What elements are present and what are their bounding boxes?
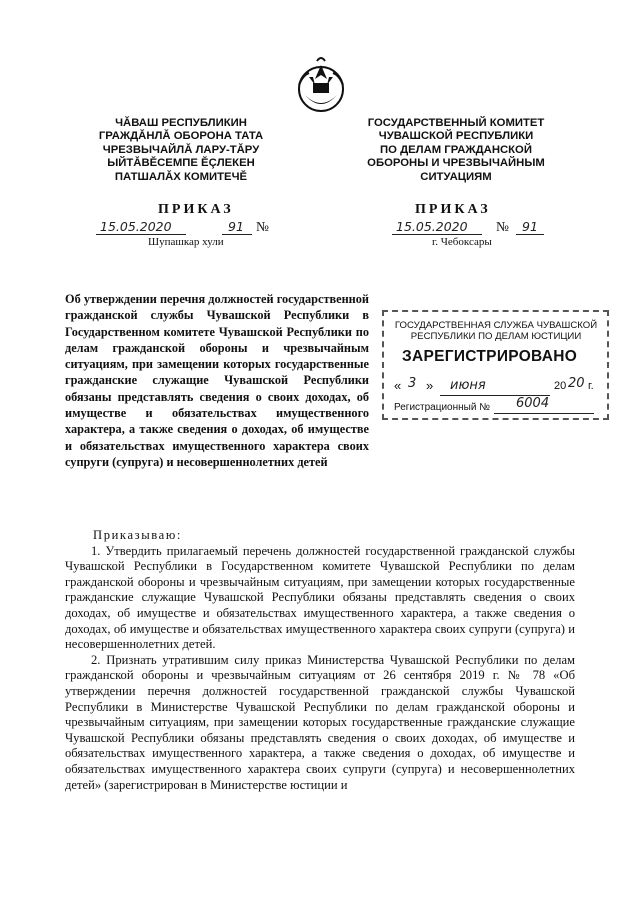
order-body bbox=[65, 528, 575, 793]
header-right-line: ПО ДЕЛАМ ГРАЖДАНСКОЙ bbox=[380, 143, 532, 156]
place-left: Шупашкар хули bbox=[148, 236, 224, 248]
stamp-reg-label: Регистрационный № bbox=[394, 402, 490, 413]
stamp-day: 3 bbox=[408, 376, 417, 391]
header-left-line: ГРАЖДĂНЛĂ ОБОРОНА ТАТА bbox=[98, 130, 264, 143]
stamp-agency-line: РЕСПУБЛИКИ ПО ДЕЛАМ ЮСТИЦИИ bbox=[410, 331, 582, 342]
stamp-agency bbox=[390, 320, 602, 342]
header-left-line: ПАТШАЛĂХ КОМИТЕЧĔ bbox=[114, 170, 248, 183]
header-right-line: ОБОРОНЫ И ЧРЕЗВЫЧАЙНЫМ bbox=[367, 157, 545, 170]
stamp-reg-underline bbox=[494, 413, 594, 414]
coat-of-arms-emblem-icon bbox=[293, 55, 349, 115]
order-word: Приказываю: bbox=[93, 528, 182, 542]
header-left-line: ЧРЕЗВЫЧАЙЛĂ ЛАРУ-ТĂРУ bbox=[102, 143, 260, 156]
number-sign-right: № bbox=[496, 219, 509, 234]
paragraph-2: 2. Признать утратившим силу приказ Министерства Чувашской Республики по делам гражданской обороны и чрезвычайным ситуациям от 26 сентября 2019 г. № 78 «Об утверждении перечня должностей государственной гражданской службы Чувашской Республики в Министерстве Чувашской Республики по делам гражданской обороны и чрезвычайным ситуациям, при замещении которых государственные гражданские служащие Чувашской Республики обязаны представлять сведения о своих доходах, об имуществе и обязательствах имущественного характера, а также сведения о доходах, об имуществе и обязательствах имущественного характера своих супруги (супруга) и несовершеннолетних детей» (зарегистрирован в Министерстве юстиции и bbox=[65, 652, 575, 792]
date-underline-left bbox=[96, 234, 186, 235]
order-date-right: 15.05.2020 bbox=[396, 219, 468, 234]
header-right-line: ЧУВАШСКОЙ РЕСПУБЛИКИ bbox=[378, 130, 534, 143]
stamp-agency-line: ГОСУДАРСТВЕННАЯ СЛУЖБА ЧУВАШСКОЙ bbox=[394, 320, 598, 331]
order-title-left: ПРИКАЗ bbox=[158, 202, 234, 217]
number-underline-left bbox=[222, 234, 252, 235]
header-left-line: ЧĂВАШ РЕСПУБЛИКИН bbox=[115, 117, 247, 129]
order-date-left: 15.05.2020 bbox=[100, 219, 172, 234]
number-underline-right bbox=[516, 234, 544, 235]
russian-authority-header bbox=[358, 117, 554, 184]
stamp-month: июня bbox=[450, 378, 486, 393]
stamp-registered: ЗАРЕГИСТРИРОВАНО bbox=[402, 348, 578, 365]
stamp-quote-open: « bbox=[394, 378, 402, 393]
order-title-right: ПРИКАЗ bbox=[415, 202, 491, 217]
chuvash-authority-header bbox=[92, 117, 270, 184]
registration-stamp bbox=[382, 310, 609, 420]
stamp-quote-close: » bbox=[426, 378, 434, 393]
date-underline-right bbox=[392, 234, 482, 235]
order-number-left: 91 bbox=[228, 219, 244, 234]
number-sign-left: № bbox=[256, 219, 269, 234]
place-right: г. Чебоксары bbox=[432, 236, 492, 248]
header-left-line: ЫЙТĂВĔСЕМПЕ ĔÇЛЕКЕН bbox=[107, 157, 255, 170]
stamp-reg-number: 6004 bbox=[516, 396, 550, 411]
stamp-year-suffix: г. bbox=[588, 380, 594, 392]
header-right-line: СИТУАЦИЯМ bbox=[420, 170, 492, 183]
stamp-year: 20 bbox=[568, 376, 585, 391]
header-right-line: ГОСУДАРСТВЕННЫЙ КОМИТЕТ bbox=[367, 117, 545, 129]
stamp-year-prefix: 20 bbox=[554, 380, 567, 392]
order-subject: Об утверждении перечня должностей государственной гражданской службы Чувашской Республики в Государственном комитете Чувашской Республики по делам гражданской обороны и чрезвычайным ситуациям, при замещении которых государственные гражданские служащие Чувашской Республики обязаны представлять сведения о своих доходах, об имуществе и обязательствах имущественного характера, а также сведения о доходах, об имуществе и обязательствах имущественного характера своих супруги (супруга) и несовершеннолетних детей bbox=[65, 292, 369, 469]
order-number-right: 91 bbox=[522, 219, 538, 234]
paragraph-1: 1. Утвердить прилагаемый перечень должностей государственной гражданской службы Чувашской Республики в Государственном комитете Чувашской Республики по делам гражданской обороны и чрезвычайным ситуациям, при замещении которых государственные гражданские служащие Чувашской Республики обязаны представлять сведения о своих доходах, об имуществе и обязательствах имущественного характера, а также сведения о доходах, об имуществе и обязательствах имущественного характера своих супруги (супруга) и несовершеннолетних детей. bbox=[65, 543, 575, 652]
